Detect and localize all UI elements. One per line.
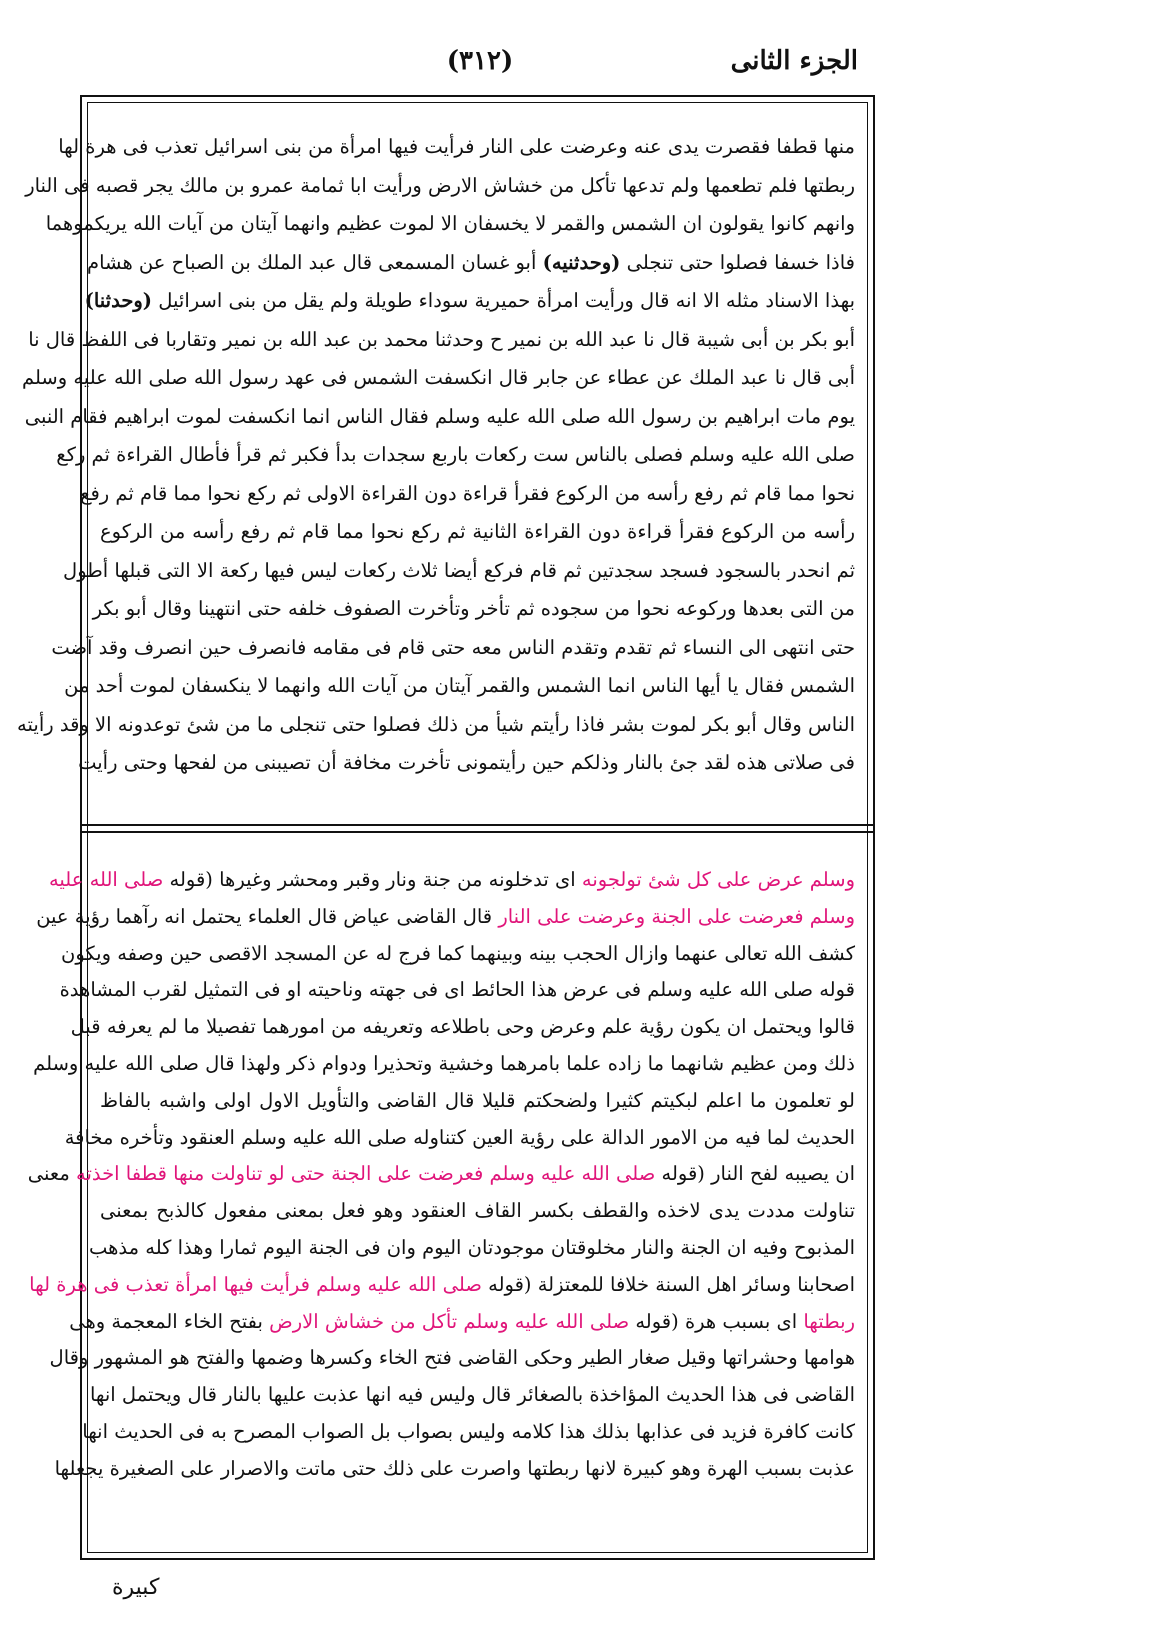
text-segment: عذبت بسبب الهرة وهو كبيرة لانها ربطتها واصرت على ذلك حتى ماتت والاصرار على الصغيرة يجعلها bbox=[54, 1456, 855, 1480]
main-hadith-text bbox=[17, 128, 855, 783]
commentary-line bbox=[49, 1340, 855, 1377]
highlighted-quote: صلى الله عليه وسلم فعرضت على الجنة حتى لو تناولت منها قطفا اخذته bbox=[76, 1162, 656, 1186]
text-segment: اى تدخلونه من جنة ونار وقبر ومحشر وغيرها bbox=[212, 868, 582, 891]
highlighted-quote: صلى الله عليه وسلم فرأيت فيها امرأة تعذب فى هرة لها bbox=[29, 1272, 482, 1296]
main-text-line bbox=[21, 359, 855, 398]
text-segment: بفتح الخاء المعجمة وهى bbox=[69, 1309, 270, 1333]
text-segment: المذبوح وفيه ان الجنة والنار مخلوقتان موجودتان اليوم وان فى الجنة اليوم ثمارا وهذا كله مذهب bbox=[88, 1235, 855, 1259]
highlighted-quote: صلى الله عليه وسلم تأكل من خشاش الارض bbox=[269, 1309, 630, 1333]
text-segment: وانهم كانوا يقولون ان الشمس والقمر لا يخسفان الا لموت عظيم وانهما آيتان من آيات الله يريكموهما bbox=[45, 212, 855, 235]
commentary-line bbox=[33, 1046, 855, 1083]
section-divider bbox=[80, 824, 875, 833]
bold-isnad-marker: (وحدثنيه) bbox=[542, 250, 621, 274]
bold-isnad-marker: (وحدثنا) bbox=[84, 289, 153, 312]
main-text-line bbox=[100, 513, 855, 552]
main-text-line bbox=[63, 552, 855, 591]
main-text-line bbox=[80, 475, 855, 514]
commentary-text bbox=[27, 862, 855, 1488]
text-segment: معنى bbox=[27, 1162, 76, 1186]
commentary-line bbox=[70, 1009, 855, 1046]
text-segment: من التى بعدها وركوعه نحوا من سجوده ثم تأخر وتأخرت الصفوف خلفه حتى انتهينا وقال أبو بكر bbox=[92, 597, 855, 620]
main-text-line bbox=[28, 321, 855, 360]
text-segment: رأسه من الركوع فقرأ قراءة دون القراءة الثانية ثم ركع نحوا مما قام ثم رفع رأسه من الركوع bbox=[100, 520, 855, 543]
text-segment: (قوله bbox=[163, 868, 213, 891]
text-segment: فاذا خسفا فصلوا حتى تنجلى bbox=[620, 250, 855, 274]
text-segment: ان يصيبه لفح النار bbox=[704, 1162, 855, 1186]
page-number: (٣١٢) bbox=[446, 46, 514, 76]
commentary-line bbox=[54, 1451, 855, 1488]
highlighted-quote: وسلم فعرضت على الجنة وعرضت على النار bbox=[498, 904, 855, 928]
text-segment: أبو بكر بن أبى شيبة قال نا عبد الله بن نمير ح وحدثنا محمد بن عبد الله بن نمير وتقاربا فى اللفظ قال نا bbox=[28, 327, 855, 351]
catchword: كبيرة bbox=[112, 1575, 160, 1600]
commentary-line bbox=[29, 1267, 855, 1304]
commentary-line bbox=[64, 1120, 855, 1157]
commentary-line bbox=[61, 936, 855, 973]
main-text-line bbox=[58, 128, 855, 167]
text-segment: كشف الله تعالى عنهما وازال الحجب بينه وبينهما كما فرج له عن المسجد الاقصى حين وصفه ويكون bbox=[61, 941, 855, 965]
text-segment: لو تعلمون ما اعلم لبكيتم كثيرا ولضحكتم قليلا قال القاضى والتأويل الاول اولى واشبه بالفاظ bbox=[100, 1088, 855, 1112]
text-segment: أبو غسان المسمعى قال عبد الملك بن الصباح عن هشام bbox=[87, 250, 543, 274]
text-segment: نحوا مما قام ثم رفع رأسه من الركوع فقرأ قراءة دون القراءة الاولى ثم ركع نحوا مما قام ثم رفع bbox=[80, 481, 855, 505]
main-text-line bbox=[84, 282, 855, 321]
commentary-line bbox=[36, 899, 855, 936]
main-text-line bbox=[51, 629, 855, 668]
commentary-line bbox=[59, 972, 855, 1009]
text-segment: اصحابنا وسائر اهل السنة خلافا للمعتزلة bbox=[531, 1272, 855, 1296]
commentary-line bbox=[82, 1414, 855, 1451]
main-text-line bbox=[87, 244, 855, 283]
highlighted-quote: صلى الله عليه bbox=[48, 868, 164, 891]
page-header bbox=[0, 46, 1158, 86]
text-segment: ربطتها فلم تطعمها ولم تدعها تأكل من خشاش الارض ورأيت ابا ثمامة عمرو بن مالك يجر قصبه فى النار bbox=[25, 173, 855, 197]
main-text-line bbox=[25, 167, 855, 206]
commentary-line bbox=[27, 1156, 855, 1193]
main-text-line bbox=[64, 667, 855, 706]
commentary-line bbox=[100, 1193, 855, 1230]
text-segment: (قوله bbox=[655, 1162, 705, 1186]
text-segment: منها قطفا فقصرت يدى عنه وعرضت على النار فرأيت فيها امرأة من بنى اسرائيل تعذب فى هرة لها bbox=[58, 135, 855, 158]
part-title: الجزء الثانى bbox=[730, 46, 858, 76]
text-segment: تناولت مددت يدى لاخذه والقطف بكسر القاف العنقود وهو فعل بمعنى مفعول كالذبح بمعنى bbox=[100, 1199, 855, 1223]
text-segment: بهذا الاسناد مثله الا انه قال ورأيت امرأة حميرية سوداء طويلة ولم يقل من بنى اسرائيل bbox=[152, 289, 855, 312]
commentary-line bbox=[69, 1304, 855, 1341]
text-segment: أبى قال نا عبد الملك عن عطاء عن جابر قال انكسفت الشمس فى عهد رسول الله صلى الله عليه وسلم bbox=[21, 366, 855, 389]
highlighted-quote: ربطتها bbox=[803, 1309, 855, 1333]
text-segment: الناس وقال أبو بكر لموت بشر فاذا رأيتم شيأ من ذلك فصلوا حتى تنجلى ما من شئ توعدونه الا وقد رأيته bbox=[17, 712, 855, 736]
text-segment: قوله صلى الله عليه وسلم فى عرض هذا الحائط اى فى جهته وناحيته او فى التمثيل لقرب المشاهدة bbox=[59, 978, 855, 1002]
text-segment: القاضى فى هذا الحديث المؤاخذة بالصغائر قال وليس فيه انها عذبت عليها بالنار قال ويحتمل انها bbox=[89, 1383, 855, 1407]
text-segment: كانت كافرة فزيد فى عذابها بذلك هذا كلامه وليس بصواب بل الصواب المصرح به فى الحديث انها bbox=[82, 1419, 855, 1443]
text-segment: يوم مات ابراهيم بن رسول الله صلى الله عليه وسلم فقال الناس انما انكسفت لموت ابراهيم فقام النبى bbox=[24, 404, 855, 428]
text-segment: ثم انحدر بالسجود فسجد سجدتين ثم قام فركع أيضا ثلاث ركعات ليس فيها ركعة الا التى قبلها أطول bbox=[63, 558, 855, 582]
main-text-line bbox=[92, 590, 855, 629]
commentary-line bbox=[88, 1230, 855, 1267]
main-text-line bbox=[45, 205, 855, 244]
main-text-line bbox=[24, 398, 855, 437]
text-segment: ذلك ومن عظيم شانهما ما زاده علما بامرهما وخشية وتحذيرا ودوام ذكر ولهذا قال صلى الله عليه وسلم bbox=[33, 1051, 855, 1075]
main-text-line bbox=[17, 706, 855, 745]
main-text-line bbox=[78, 744, 855, 783]
text-segment: (قوله bbox=[629, 1309, 679, 1333]
commentary-line bbox=[100, 1083, 855, 1120]
text-segment: فى صلاتى هذه لقد جئ بالنار وذلكم حين رأيتمونى تأخرت مخافة أن تصيبنى من لفحها وحتى رأيت bbox=[78, 751, 855, 774]
text-segment: صلى الله عليه وسلم فصلى بالناس ست ركعات باربع سجدات بدأ فكبر ثم قرأ فأطال القراءة ثم ركع bbox=[56, 443, 855, 466]
text-segment: هوامها وحشراتها وقيل صغار الطير وحكى القاضى فتح الخاء وكسرها وضمها والفتح هو المشهور وقال bbox=[49, 1346, 855, 1370]
text-segment: الحديث لما فيه من الامور الدالة على رؤية العين كتناوله صلى الله عليه وسلم العنقود وتأخره مخافة bbox=[64, 1125, 855, 1149]
commentary-line bbox=[89, 1377, 855, 1414]
text-segment: (قوله bbox=[481, 1272, 532, 1296]
text-segment: قال القاضى عياض قال العلماء يحتمل انه رآهما رؤية عين bbox=[36, 904, 499, 928]
text-segment: حتى انتهى الى النساء ثم تقدم وتقدم الناس معه حتى قام فى مقامه فانصرف حين انصرف وقد آضت bbox=[51, 635, 855, 659]
text-segment: قالوا ويحتمل ان يكون رؤية علم وعرض وحى باطلاعه وتعريفه من امورهما تفصيلا ما لم يعرفه قبل bbox=[70, 1015, 855, 1039]
text-segment: الشمس فقال يا أيها الناس انما الشمس والقمر آيتان من آيات الله وانهما لا ينكسفان لموت أحد من bbox=[64, 674, 855, 697]
commentary-line bbox=[48, 862, 855, 899]
text-segment: اى بسبب هرة bbox=[678, 1309, 804, 1333]
highlighted-quote: وسلم عرض على كل شئ تولجونه bbox=[581, 868, 855, 891]
main-text-line bbox=[56, 436, 855, 475]
